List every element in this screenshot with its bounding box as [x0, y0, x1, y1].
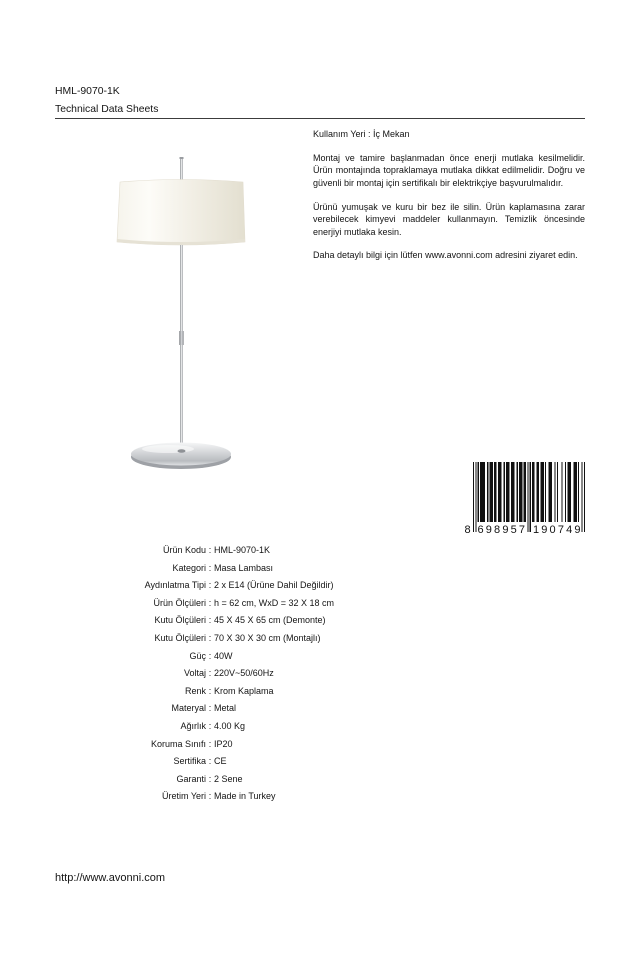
info-note: Daha detaylı bilgi için lütfen www.avonni.com adresini ziyaret edin. [313, 250, 578, 260]
barcode-bar [480, 462, 485, 522]
barcode-bar [478, 462, 479, 522]
spec-label: Voltaj [183, 668, 206, 679]
spec-separator: : [208, 545, 212, 555]
spec-separator: : [208, 632, 212, 643]
spec-label: Kutu Ölçüleri [154, 615, 206, 626]
spec-label: Renk [184, 685, 206, 696]
spec-value: 4.00 Kg [214, 720, 246, 731]
spec-separator: : [208, 668, 212, 679]
barcode-bar [519, 462, 523, 522]
spec-separator: : [208, 756, 212, 767]
spec-label: Güç [189, 650, 206, 661]
spec-separator: : [208, 562, 212, 573]
barcode-bar [494, 462, 496, 522]
spec-value: 70 X 30 X 30 cm (Montajlı) [214, 632, 321, 643]
barcode-first-digit: 8 [464, 524, 471, 536]
barcode-guard-bar [473, 462, 474, 532]
spec-separator: : [208, 615, 212, 626]
spec-row [0, 788, 420, 806]
spec-value: 40W [214, 650, 233, 661]
barcode-bar [578, 462, 579, 522]
barcode-guard-bar [475, 462, 476, 532]
barcode-right-digits: 190749 [533, 524, 581, 536]
spec-value: Made in Turkey [214, 791, 276, 802]
spec-value: 45 X 45 X 65 cm (Demonte) [214, 615, 326, 626]
spec-label: Kutu Ölçüleri [154, 632, 206, 643]
spec-label: Ürün Ölçüleri [153, 597, 206, 608]
spec-value: h = 62 cm, WxD = 32 X 18 cm [214, 597, 335, 608]
barcode-bar [504, 462, 505, 522]
spec-label: Sertifika [173, 756, 206, 767]
lamp-base-highlight [142, 445, 194, 453]
spec-separator: : [208, 580, 212, 591]
spec-row [0, 630, 420, 648]
spec-separator: : [208, 703, 212, 714]
barcode [463, 460, 587, 536]
barcode-bar [557, 462, 558, 522]
spec-value: Masa Lambası [214, 562, 274, 573]
installation-note: Montaj ve tamire başlanmadan önce enerji mutlaka kesilmelidir. Ürün montajında topraklamaya mutlaka dikkat edilmelidir. Doğru ve güvenli bir montaj için sertifikalı bir elektrikçiye başvurulmalıdır. [313, 153, 585, 188]
barcode-left-digits: 698957 [477, 524, 525, 536]
lamp-finial [180, 158, 183, 182]
spec-separator: : [208, 720, 212, 731]
barcode-bar [565, 462, 566, 522]
header-divider [55, 118, 585, 119]
spec-label: Ürün Kodu [162, 545, 206, 555]
spec-separator: : [208, 650, 212, 661]
barcode-bar [532, 462, 534, 522]
spec-label: Kategori [172, 562, 206, 573]
spec-row [0, 700, 420, 718]
lamp-stem [180, 245, 183, 453]
spec-value: CE [214, 756, 227, 767]
spec-label: Koruma Sınıfı [150, 738, 206, 749]
spec-separator: : [208, 738, 212, 749]
spec-value: 2 Sene [214, 773, 243, 784]
spec-label: Ağırlık [180, 720, 206, 731]
barcode-bar [511, 462, 515, 522]
barcode-guard-bar [584, 462, 585, 532]
spec-row [0, 753, 420, 771]
spec-label: Üretim Yeri [161, 791, 206, 802]
lamp-stem-joint [179, 331, 183, 345]
spec-row [0, 542, 420, 560]
spec-row [0, 560, 420, 578]
product-image [110, 150, 260, 480]
spec-value: Krom Kaplama [214, 685, 274, 696]
barcode-bar [545, 462, 546, 522]
barcode-bar [562, 462, 563, 522]
barcode-guard-bar [530, 462, 531, 532]
spec-separator: : [208, 791, 212, 802]
spec-row [0, 577, 420, 595]
spec-row [0, 612, 420, 630]
spec-row [0, 665, 420, 683]
spec-label: Materyal [171, 703, 206, 714]
lamp-shade [117, 180, 245, 246]
product-code: HML-9070-1K [55, 86, 120, 97]
barcode-guard-bar [582, 462, 583, 532]
barcode-guard-bar [527, 462, 528, 532]
barcode-bar [573, 462, 577, 522]
spec-value: Metal [214, 703, 237, 714]
spec-row [0, 718, 420, 736]
barcode-bar [498, 462, 502, 522]
spec-row [0, 771, 420, 789]
spec-value: 2 x E14 (Ürüne Dahil Değildir) [214, 580, 334, 591]
barcode-bar [567, 462, 571, 522]
spec-table [0, 542, 420, 806]
spec-row [0, 736, 420, 754]
spec-separator: : [208, 773, 212, 784]
spec-label: Garanti [176, 773, 206, 784]
spec-value: IP20 [214, 738, 233, 749]
spec-label: Aydınlatma Tipi [144, 580, 206, 591]
spec-separator: : [208, 597, 212, 608]
barcode-bar [537, 462, 539, 522]
barcode-bar [540, 462, 544, 522]
barcode-bar [517, 462, 518, 522]
spec-row [0, 648, 420, 666]
spec-separator: : [208, 685, 212, 696]
spec-value: HML-9070-1K [214, 545, 271, 555]
barcode-bar [506, 462, 510, 522]
spec-value: 220V~50/60Hz [214, 668, 274, 679]
barcode-bar [490, 462, 494, 522]
lamp-stem-collar [178, 449, 186, 453]
barcode-bar [549, 462, 553, 522]
footer-website-link[interactable]: http://www.avonni.com [55, 872, 166, 884]
document-title: Technical Data Sheets [55, 104, 159, 115]
cleaning-note: Ürünü yumuşak ve kuru bir bez ile silin. Ürün kaplamasına zarar verebilecek kimyevi maddeler kullanmayın. Temizlik öncesinde enerjiyi mutlaka kesin. [313, 202, 585, 237]
barcode-bar [487, 462, 488, 522]
usage-location: Kullanım Yeri : İç Mekan [313, 129, 410, 139]
spec-row [0, 683, 420, 701]
spec-row [0, 595, 420, 613]
barcode-bar [524, 462, 526, 522]
lamp-finial-cap [180, 157, 184, 159]
barcode-bar [554, 462, 555, 522]
